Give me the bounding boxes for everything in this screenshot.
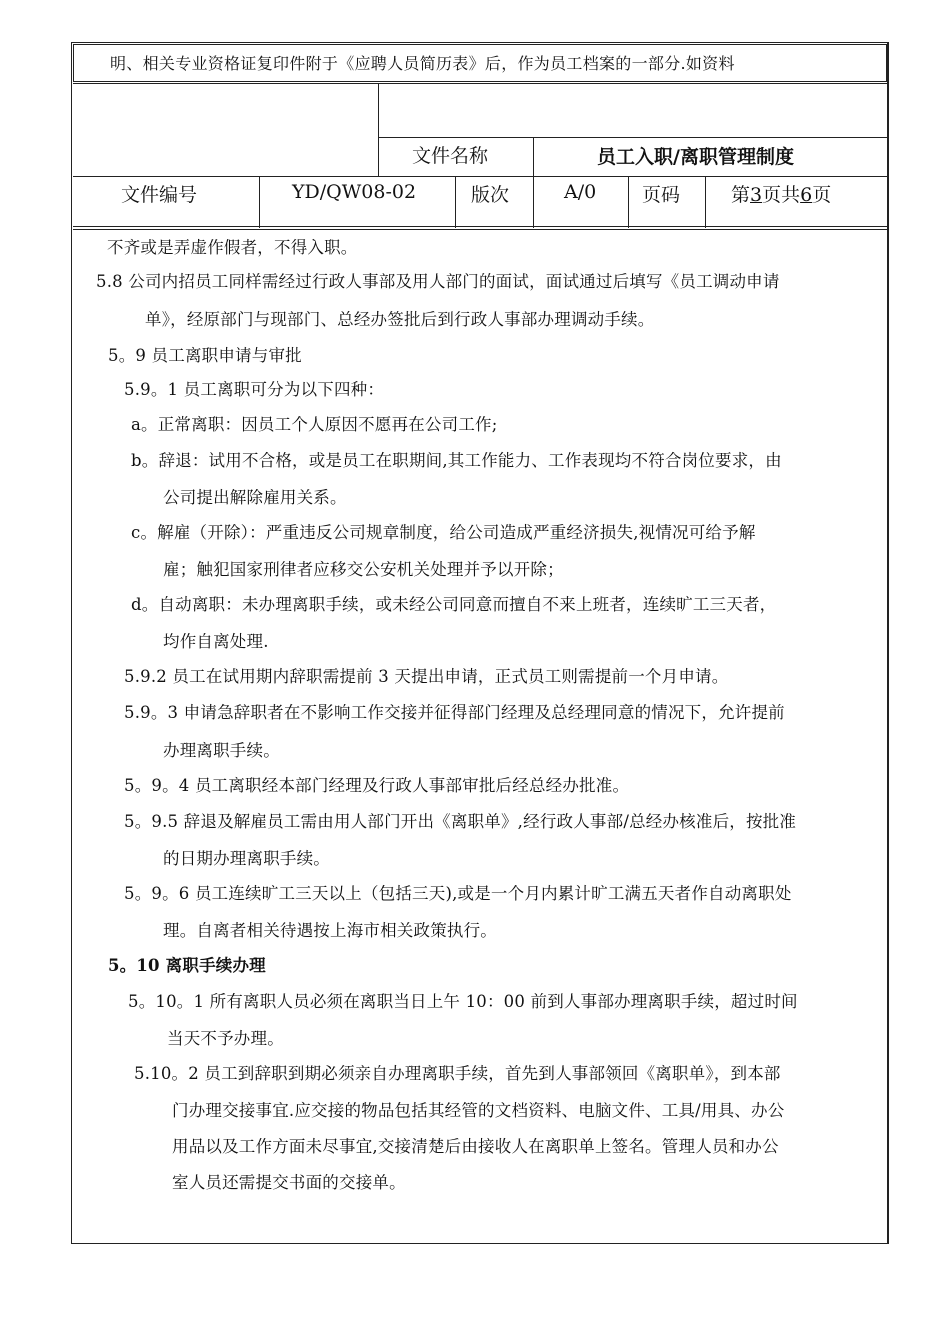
page-label: 页码 <box>642 184 681 206</box>
doc-no: YD/QW08-02 <box>292 181 417 203</box>
body-line: 不齐或是弄虚作假者，不得入职。 <box>107 238 358 257</box>
body-line: 门办理交接事宜.应交接的物品包括其经管的文档资料、电脑文件、工具/用具、办公 <box>172 1101 785 1120</box>
header-divider-4 <box>628 176 629 228</box>
doc-name: 员工入职/离职管理制度 <box>597 146 794 168</box>
body-line: 单》，经原部门与现部门、总经办签批后到行政人事部办理调动手续。 <box>145 310 655 329</box>
doc-no-label: 文件编号 <box>121 184 198 206</box>
section-heading: 5。9 员工离职申请与审批 <box>108 346 302 365</box>
body-line: 的日期办理离职手续。 <box>163 849 330 868</box>
header-divider-5 <box>705 176 706 228</box>
body-line: 室人员还需提交书面的交接单。 <box>172 1173 406 1192</box>
version: A/0 <box>564 181 597 203</box>
body-line: 5.9。1 员工离职可分为以下四种： <box>124 380 385 399</box>
header-divider-2 <box>455 176 456 228</box>
body-line: a。正常离职：因员工个人原因不愿再在公司工作; <box>131 415 498 434</box>
doc-name-label: 文件名称 <box>412 145 489 167</box>
body-line: b。辞退：试用不合格，或是员工在职期间,其工作能力、工作表现均不符合岗位要求，由 <box>131 451 782 470</box>
continuation-line <box>73 44 887 82</box>
body-line: 5.9。3 申请急辞职者在不影响工作交接并征得部门经理及总经理同意的情况下，允许提前 <box>124 703 785 722</box>
page-total: 6 <box>800 184 813 206</box>
body-line: d。自动离职：未办理离职手续，或未经公司同意而擅自不来上班者，连续旷工三天者， <box>131 595 777 614</box>
body-line: 5.10。2 员工到辞职到期必须亲自办理离职手续，首先到人事部领回《离职单》，到本部 <box>134 1064 781 1083</box>
body-line: c。解雇（开除）：严重违反公司规章制度，给公司造成严重经济损失,视情况可给予解 <box>131 523 756 542</box>
header-divider-logo <box>378 83 379 177</box>
page-prefix: 第 <box>731 184 751 206</box>
body-line: 雇；触犯国家刑律者应移交公安机关处理并予以开除； <box>163 560 564 579</box>
page-current: 3 <box>750 184 763 206</box>
header-rule-top <box>73 83 889 84</box>
body-line: 办理离职手续。 <box>163 741 280 760</box>
body-line: 当天不予办理。 <box>167 1029 284 1048</box>
header-rule-end <box>73 226 889 227</box>
body-line: 5.8 公司内招员工同样需经过行政人事部及用人部门的面试，面试通过后填写《员工调动申请 <box>96 272 780 291</box>
header-rule-mid <box>378 137 889 138</box>
body-line: 均作自离处理. <box>163 632 269 651</box>
header-divider-3 <box>533 176 534 228</box>
section-heading: 5。10 离职手续办理 <box>108 956 266 975</box>
body-line: 公司提出解除雇用关系。 <box>163 488 347 507</box>
page-indicator <box>731 180 831 207</box>
continuation-text: 明、相关专业资格证复印件附于《应聘人员简历表》后，作为员工档案的一部分.如资料 <box>110 54 735 73</box>
header-divider-1 <box>259 176 260 228</box>
body-line: 用品以及工作方面未尽事宜,交接清楚后由接收人在离职单上签名。管理人员和办公 <box>172 1137 779 1156</box>
body-line: 5.9.2 员工在试用期内辞职需提前 3 天提出申请，正式员工则需提前一个月申请。 <box>124 667 729 686</box>
body-line: 5。9.5 辞退及解雇员工需由用人部门开出《离职单》,经行政人事部/总经办核准后，按批准 <box>124 812 797 831</box>
body-line: 5。10。1 所有离职人员必须在离职当日上午 10：00 前到人事部办理离职手续，超过时间 <box>128 992 798 1011</box>
header-rule-bottom <box>73 176 889 177</box>
header-divider-name <box>533 137 534 177</box>
body-line: 5。9。4 员工离职经本部门经理及行政人事部审批后经总经办批准。 <box>124 776 630 795</box>
header-rule-end-double <box>73 229 889 230</box>
version-label: 版次 <box>471 184 510 206</box>
body-line: 5。9。6 员工连续旷工三天以上（包括三天),或是一个月内累计旷工满五天者作自动离职处 <box>124 884 792 903</box>
body-line: 理。自离者相关待遇按上海市相关政策执行。 <box>163 921 497 940</box>
page-mid: 页共 <box>762 184 801 206</box>
page-suffix: 页 <box>812 184 832 206</box>
